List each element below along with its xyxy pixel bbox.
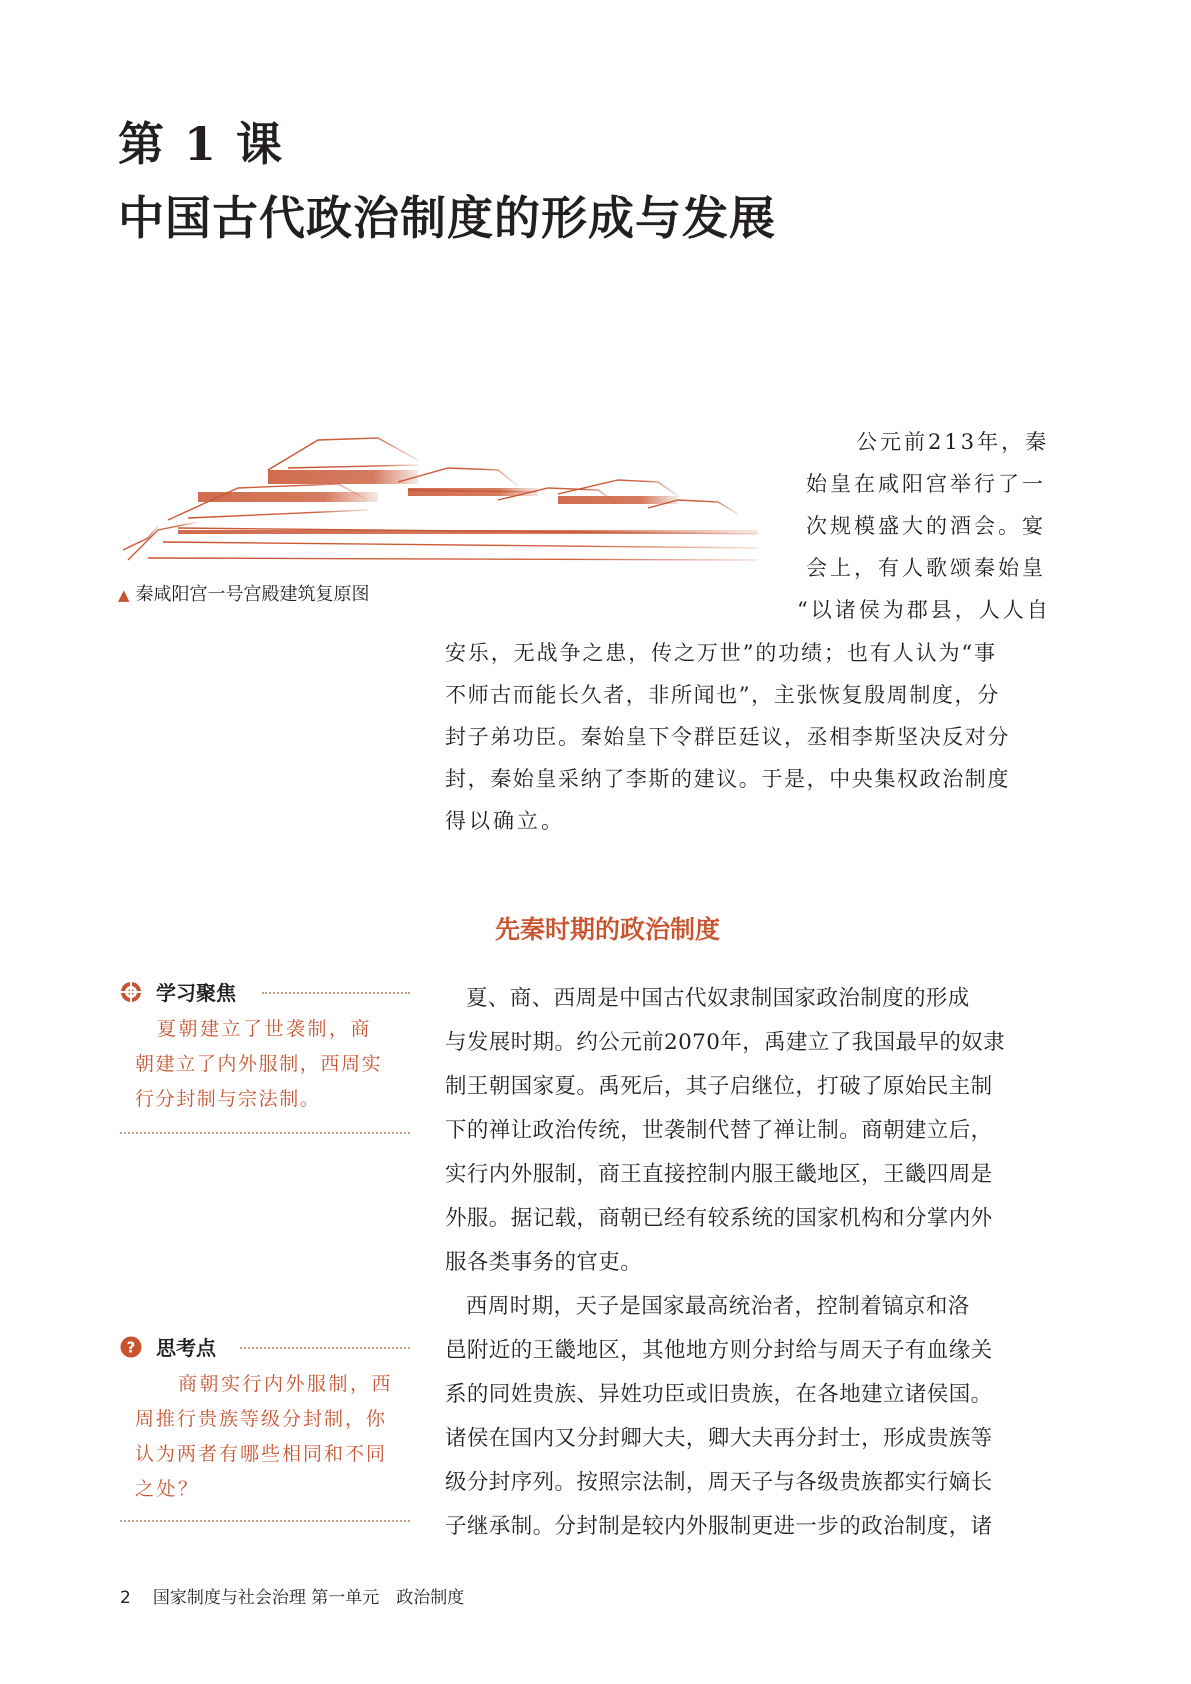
section-heading: 先秦时期的政治制度 xyxy=(495,915,721,944)
lesson-title: 中国古代政治制度的形成与发展 xyxy=(118,191,776,245)
focus-title-divider xyxy=(262,992,410,994)
body-line: 子继承制。分封制是较内外服制更进一步的政治制度，诸 xyxy=(445,1514,993,1539)
think-title-divider xyxy=(240,1347,410,1349)
body-line: 夏、商、西周是中国古代奴隶制国家政治制度的形成 xyxy=(466,986,970,1011)
think-line: 之处？ xyxy=(135,1478,200,1500)
question-icon xyxy=(120,1336,142,1358)
think-line: 认为两者有哪些相同和不同 xyxy=(135,1443,388,1465)
think-box-title xyxy=(120,1332,216,1361)
body-line: 实行内外服制，商王直接控制内服王畿地区，王畿四周是 xyxy=(445,1162,993,1187)
svg-text:?: ? xyxy=(126,1338,136,1356)
body-line: 与发展时期。约公元前2070年，禹建立了我国最早的奴隶 xyxy=(445,1030,1006,1055)
intro-line: 始皇在咸阳宫举行了一 xyxy=(806,472,1046,496)
body-line: 邑附近的王畿地区，其他地方则分封给与周天子有血缘关 xyxy=(445,1338,993,1363)
body-line: 诸侯在国内又分封卿大夫，卿大夫再分封士，形成贵族等 xyxy=(445,1426,993,1451)
palace-illustration xyxy=(118,430,768,570)
target-icon xyxy=(120,981,142,1003)
intro-line: 封子弟功臣。秦始皇下令群臣廷议，丞相李斯坚决反对分 xyxy=(445,725,1010,749)
footer-text: 国家制度与社会治理 第一单元 政治制度 xyxy=(152,1588,465,1608)
focus-line: 行分封制与宗法制。 xyxy=(135,1088,321,1110)
intro-line: 安乐，无战争之患，传之万世”的功绩；也有人认为“事 xyxy=(445,641,997,665)
lesson-number: 第 1 课 xyxy=(118,117,285,171)
body-line: 级分封序列。按照宗法制，周天子与各级贵族都实行嫡长 xyxy=(445,1470,993,1495)
intro-line: 公元前213年，秦 xyxy=(856,430,1050,454)
think-line: 商朝实行内外服制，西 xyxy=(178,1373,394,1395)
body-line: 下的禅让政治传统，世袭制代替了禅让制。商朝建立后， xyxy=(445,1118,993,1143)
body-line: 系的同姓贵族、异姓功臣或旧贵族，在各地建立诸侯国。 xyxy=(445,1382,993,1407)
intro-line: 封，秦始皇采纳了李斯的建议。于是，中央集权政治制度 xyxy=(445,767,1010,791)
body-line: 制王朝国家夏。禹死后，其子启继位，打破了原始民主制 xyxy=(445,1074,993,1099)
think-line: 周推行贵族等级分封制，你 xyxy=(135,1408,388,1430)
intro-line: “以诸侯为郡县，人人自 xyxy=(797,598,1051,622)
focus-box-bottom-divider xyxy=(120,1132,410,1134)
focus-box-title xyxy=(120,977,236,1006)
caption-marker-icon: ▲ xyxy=(118,586,130,604)
body-line: 服各类事务的官吏。 xyxy=(445,1250,643,1275)
body-line: 西周时期，天子是国家最高统治者，控制着镐京和洛 xyxy=(466,1294,970,1319)
think-title-text: 思考点 xyxy=(156,1336,216,1360)
intro-line: 得以确立。 xyxy=(445,809,565,833)
intro-line: 会上，有人歌颂秦始皇 xyxy=(806,556,1046,580)
focus-line: 夏朝建立了世袭制，商 xyxy=(157,1018,373,1040)
think-box-bottom-divider xyxy=(120,1520,410,1522)
intro-line: 不师古而能长久者，非所闻也”，主张恢复殷周制度，分 xyxy=(445,683,1000,707)
figure-caption xyxy=(118,580,370,606)
focus-title-text: 学习聚焦 xyxy=(156,981,236,1005)
focus-line: 朝建立了内外服制，西周实 xyxy=(135,1053,383,1075)
figure-caption-text: 秦咸阳宫一号宫殿建筑复原图 xyxy=(135,584,370,605)
body-line: 外服。据记载，商朝已经有较系统的国家机构和分掌内外 xyxy=(445,1206,993,1231)
intro-line: 次规模盛大的酒会。宴 xyxy=(806,514,1046,538)
page-number: 2 xyxy=(120,1588,131,1608)
page-footer xyxy=(120,1583,464,1608)
